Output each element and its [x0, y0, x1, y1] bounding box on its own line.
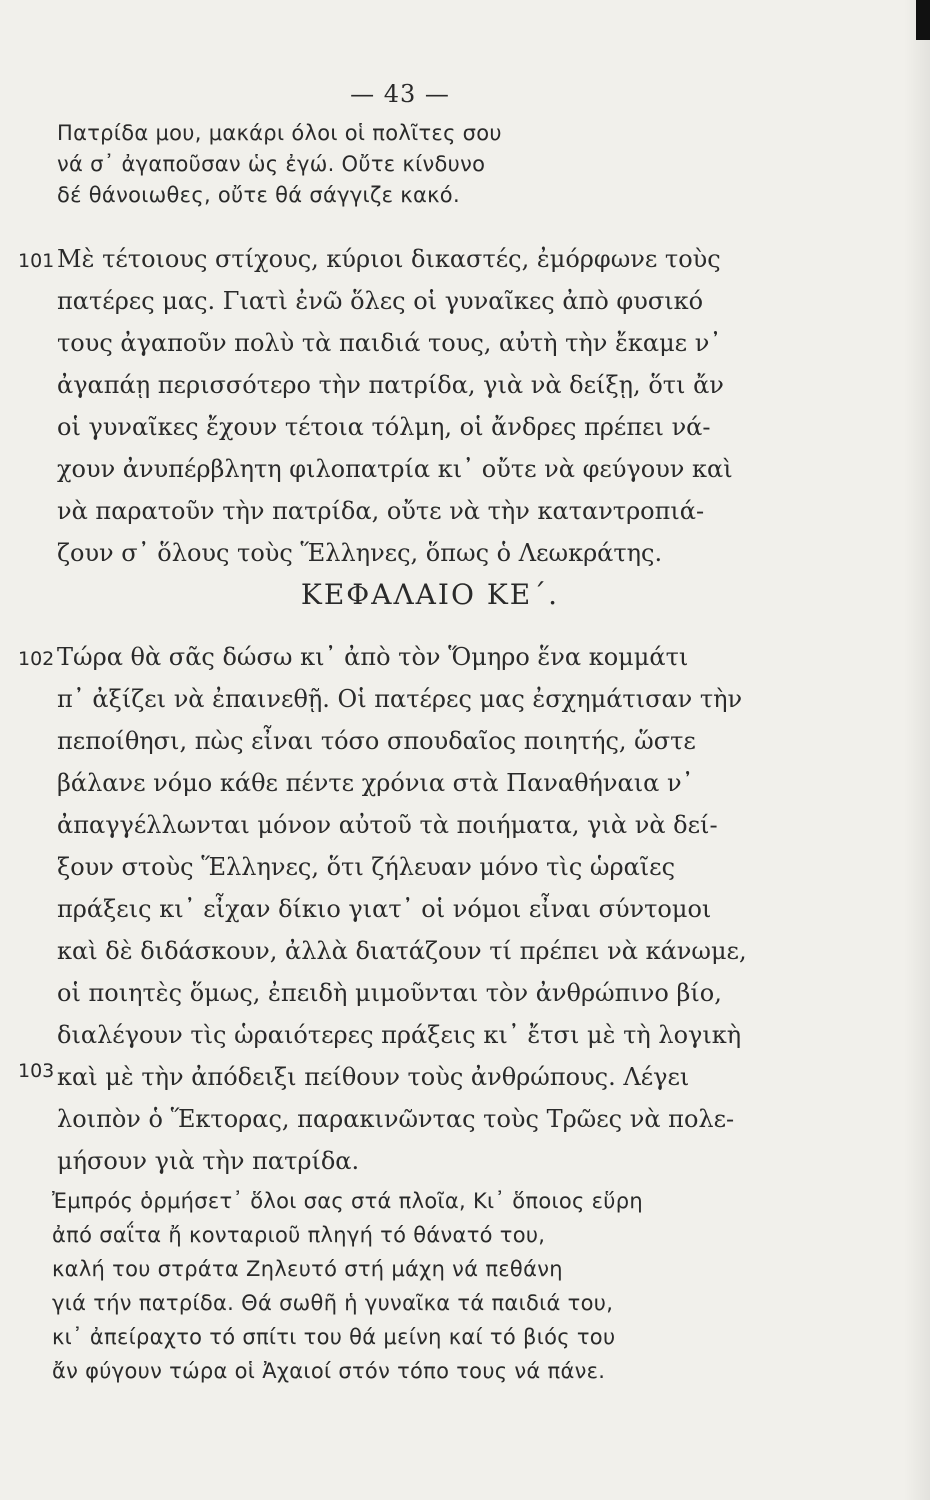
verse-line: δέ θάνοιωθες, οὔτε θά σάγγιζε κακό.	[57, 183, 460, 207]
text-line: ξουν στοὺς Ἕλληνες, ὅτι ζήλευαν μόνο τὶς ὡραῖες	[57, 853, 676, 881]
verse-block-top	[57, 118, 502, 211]
section-number-102: 102	[18, 648, 55, 670]
section-number-101: 101	[18, 250, 55, 272]
text-line: ἀπαγγέλλωνται μόνον αὐτοῦ τὰ ποιήματα, γιὰ νὰ δεί-	[57, 811, 718, 839]
verse-block-bottom	[52, 1184, 643, 1388]
verse-line: γιά τήν πατρίδα. Θά σωθῆ ἡ γυναῖκα τά παιδιά του,	[52, 1291, 614, 1315]
text-line: βάλανε νόμο κάθε πέντε χρόνια στὰ Παναθήναια ν᾿	[57, 769, 694, 797]
text-line: πατέρες μας. Γιατὶ ἐνῶ ὅλες οἱ γυναῖκες ἀπὸ φυσικό	[57, 287, 704, 315]
paragraph-101	[57, 238, 797, 574]
text-line: καὶ δὲ διδάσκουν, ἀλλὰ διατάζουν τί πρέπει νὰ κάνωμε,	[57, 937, 747, 965]
text-line: λοιπὸν ὁ Ἕκτορας, παρακινῶντας τοὺς Τρῶες νὰ πολε-	[57, 1105, 735, 1133]
text-line: Τώρα θὰ σᾶς δώσω κι᾿ ἀπὸ τὸν Ὅμηρο ἕνα κομμάτι	[57, 643, 689, 671]
verse-line: Πατρίδα μου, μακάρι όλοι οἱ πολῖτες σου	[57, 121, 502, 145]
text-line: μήσουν γιὰ τὴν πατρίδα.	[57, 1147, 360, 1175]
verse-line: ἄν φύγουν τώρα οἱ Ἀχαιοί στόν τόπο τους νά πάνε.	[52, 1359, 606, 1383]
page-number: — 43 —	[350, 80, 450, 108]
section-number-103: 103	[18, 1060, 55, 1082]
text-line: τους ἀγαποῦν πολὺ τὰ παιδιά τους, αὐτὴ τὴν ἔκαμε ν᾿	[57, 329, 722, 357]
text-line: καὶ μὲ τὴν ἀπόδειξι πείθουν τοὺς ἀνθρώπους. Λέγει	[57, 1063, 690, 1091]
text-line: πεποίθησι, πὼς εἶναι τόσο σπουδαῖος ποιητής, ὥστε	[57, 727, 696, 755]
text-line: π᾿ ἀξίζει νὰ ἐπαινεθῇ. Οἱ πατέρες μας ἐσχημάτισαν τὴν	[57, 685, 743, 713]
verse-line: ἀπό σαΐτα ἤ κονταριοῦ πληγή τό θάνατό του,	[52, 1223, 546, 1247]
text-line: χουν ἀνυπέρβλητη φιλοπατρία κι᾿ οὔτε νὰ φεύγουν καὶ	[57, 455, 733, 483]
page-edge-shadow	[904, 0, 930, 1500]
paragraph-102	[57, 636, 797, 1182]
text-line: οἱ ποιητὲς ὅμως, ἐπειδὴ μιμοῦνται τὸν ἀνθρώπινο βίο,	[57, 979, 722, 1007]
text-line: πράξεις κι᾿ εἶχαν δίκιο γιατ᾿ οἱ νόμοι εἶναι σύντομοι	[57, 895, 712, 923]
chapter-heading: ΚΕΦΑΛΑΙΟ ΚΕ΄.	[300, 578, 560, 611]
text-line: ἀγαπάῃ περισσότερο τὴν πατρίδα, γιὰ νὰ δείξῃ, ὅτι ἄν	[57, 371, 724, 399]
verse-line: κι᾿ ἀπείραχτο τό σπίτι του θά μείνη καί τό βιός του	[52, 1325, 616, 1349]
page-edge-mark	[916, 0, 930, 40]
verse-line: καλή του στράτα Ζηλευτό στή μάχη νά πεθάνη	[52, 1257, 563, 1281]
verse-line: νά σ᾿ ἀγαποῦσαν ὡς ἐγώ. Οὔτε κίνδυνο	[57, 152, 486, 176]
text-line: ζουν σ᾿ ὅλους τοὺς Ἕλληνες, ὅπως ὁ Λεωκράτης.	[57, 539, 663, 567]
verse-line: Ἐμπρός ὁρμήσετ᾿ ὅλοι σας στά πλοῖα, Κι᾿ ὅποιος εὕρη	[52, 1189, 643, 1213]
text-line: οἱ γυναῖκες ἔχουν τέτοια τόλμη, οἱ ἄνδρες πρέπει νά-	[57, 413, 711, 441]
text-line: νὰ παρατοῦν τὴν πατρίδα, οὔτε νὰ τὴν καταντροπιά-	[57, 497, 705, 525]
text-line: Μὲ τέτοιους στίχους, κύριοι δικαστές, ἐμόρφωνε τοὺς	[57, 245, 721, 273]
text-line: διαλέγουν τὶς ὡραιότερες πράξεις κι᾿ ἔτσι μὲ τὴ λογικὴ	[57, 1021, 742, 1049]
